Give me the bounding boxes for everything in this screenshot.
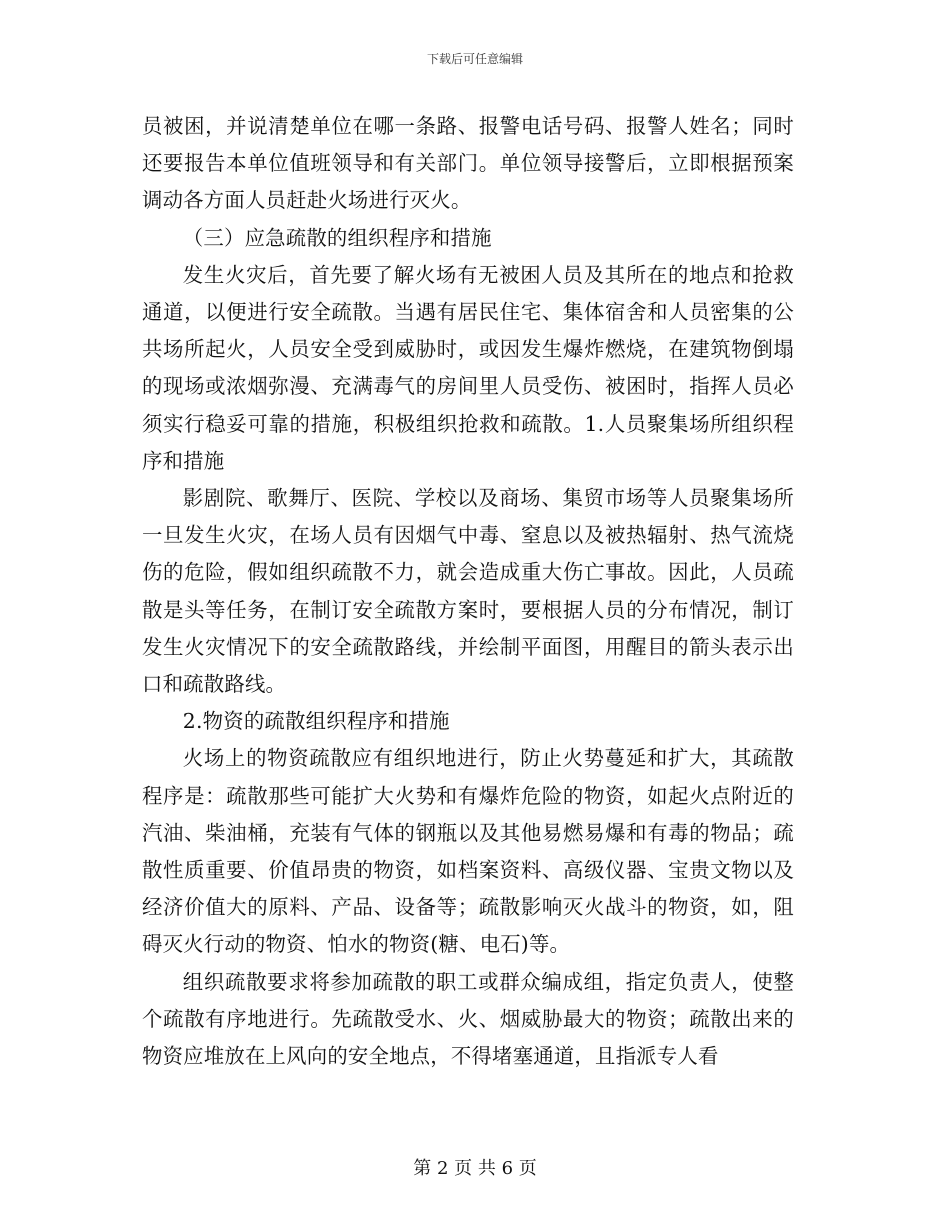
section-heading-evacuation: （三）应急疏散的组织程序和措施 [182, 225, 492, 250]
document-body [142, 108, 794, 1075]
page-footer: 第 2 页 共 6 页 [413, 1158, 537, 1179]
page-header: 下载后可任意编辑 [426, 52, 523, 66]
paragraph-continuation: 员被困，并说清楚单位在哪一条路、报警电话号码、报警人姓名；同时还要报告本单位值班领导和有关部门。单位领导接警后，立即根据预案调动各方面人员赶赴火场进行灭火。 [142, 114, 794, 213]
paragraph-organize-groups: 组织疏散要求将参加疏散的职工或群众编成组，指定负责人，使整个疏散有序地进行。先疏散受水、火、烟威胁最大的物资；疏散出来的物资应堆放在上风向的安全地点，不得堵塞通道，且指派专人看 [142, 969, 794, 1069]
paragraph-crowded-places: 影剧院、歌舞厅、医院、学校以及商场、集贸市场等人员聚集场所一旦发生火灾，在场人员有因烟气中毒、窒息以及被热辐射、热气流烧伤的危险，假如组织疏散不力，就会造成重大伤亡事故。因此，人员疏散是头等任务，在制订安全疏散方案时，要根据人员的分布情况，制订发生火灾情况下的安全疏散路线，并绘制平面图，用醒目的箭头表示出口和疏散路线。 [142, 486, 794, 697]
paragraph-material-procedure: 火场上的物资疏散应有组织地进行，防止火势蔓延和扩大，其疏散程序是：疏散那些可能扩大火势和有爆炸危险的物资，如起火点附近的汽油、柴油桶，充装有气体的钢瓶以及其他易燃易爆和有毒的物品；疏散性质重要、价值昂贵的物资，如档案资料、高级仪器、宝贵文物以及经济价值大的原料、产品、设备等；疏散影响灭火战斗的物资，如，阻碍灭火行动的物资、怕水的物资(糖、电石)等。 [142, 746, 794, 957]
paragraph-fire-evacuation: 发生火灾后，首先要了解火场有无被困人员及其所在的地点和抢救通道，以便进行安全疏散。当遇有居民住宅、集体宿舍和人员密集的公共场所起火，人员安全受到威胁时，或因发生爆炸燃烧，在建筑物倒塌的现场或浓烟弥漫、充满毒气的房间里人员受伤、被困时，指挥人员必须实行稳妥可靠的措施，积极组织抢救和疏散。1.人员聚集场所组织程序和措施 [142, 262, 794, 473]
subheading-material-evacuation: 2.物资的疏散组织程序和措施 [182, 709, 450, 734]
